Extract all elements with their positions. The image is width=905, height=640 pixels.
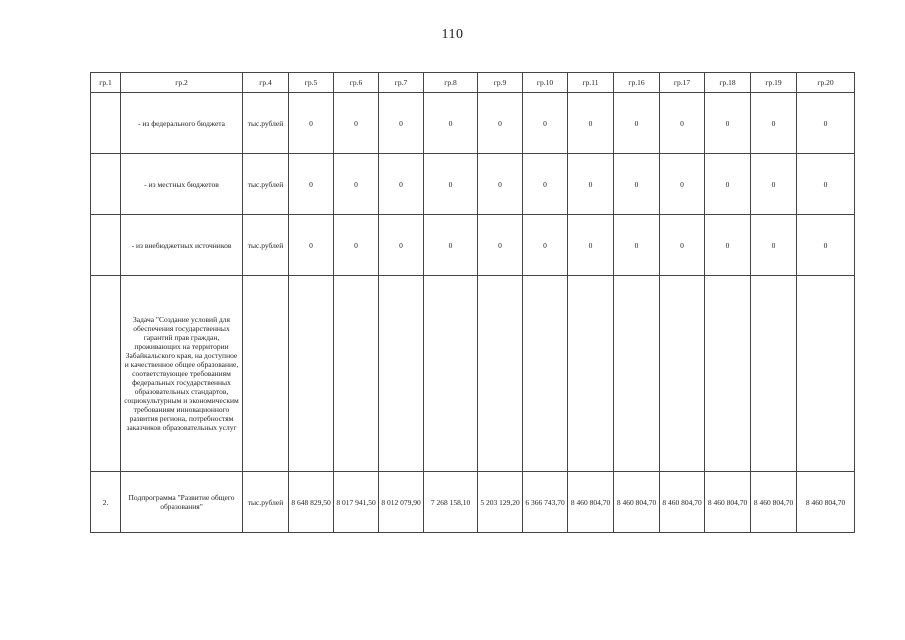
value-cell: 8 460 804,70	[660, 472, 705, 533]
row-description: - из федерального бюджета	[121, 93, 243, 154]
value-cell: 0	[424, 215, 478, 276]
row-description: - из внебюджетных источников	[121, 215, 243, 276]
value-cell: 0	[289, 215, 334, 276]
value-cell: 8 648 829,50	[289, 472, 334, 533]
header-cell: гр.9	[478, 73, 523, 93]
value-cell: 0	[797, 215, 855, 276]
header-cell: гр.10	[523, 73, 568, 93]
empty-cell	[478, 276, 523, 472]
value-cell: 0	[568, 154, 614, 215]
empty-cell	[614, 276, 660, 472]
header-cell: гр.11	[568, 73, 614, 93]
table-row-task	[91, 276, 855, 472]
value-cell: 0	[379, 93, 424, 154]
value-cell: 0	[478, 93, 523, 154]
empty-cell	[379, 276, 424, 472]
value-cell: 0	[568, 215, 614, 276]
value-cell: 8 460 804,70	[705, 472, 751, 533]
row-number	[91, 215, 121, 276]
header-cell: гр.20	[797, 73, 855, 93]
value-cell: 0	[660, 154, 705, 215]
value-cell: 0	[751, 93, 797, 154]
empty-cell	[568, 276, 614, 472]
budget-table	[90, 72, 855, 533]
value-cell: 0	[751, 215, 797, 276]
value-cell: 0	[289, 93, 334, 154]
value-cell: 0	[751, 154, 797, 215]
value-cell: 8 460 804,70	[614, 472, 660, 533]
header-cell: гр.1	[91, 73, 121, 93]
value-cell: 5 203 129,20	[478, 472, 523, 533]
value-cell: 8 460 804,70	[797, 472, 855, 533]
empty-cell	[289, 276, 334, 472]
table-row-local	[91, 154, 855, 215]
row-number	[91, 154, 121, 215]
row-description: Подпрограмма "Развитие общего образования"	[121, 472, 243, 533]
header-cell: гр.16	[614, 73, 660, 93]
value-cell: 0	[660, 93, 705, 154]
header-cell: гр.19	[751, 73, 797, 93]
row-number: 2.	[91, 472, 121, 533]
empty-cell	[797, 276, 855, 472]
value-cell: 0	[289, 154, 334, 215]
value-cell: 0	[523, 154, 568, 215]
header-cell: гр.17	[660, 73, 705, 93]
empty-cell	[705, 276, 751, 472]
header-cell: гр.7	[379, 73, 424, 93]
row-unit: тыс.рублей	[243, 215, 289, 276]
value-cell: 7 268 158,10	[424, 472, 478, 533]
value-cell: 0	[614, 215, 660, 276]
empty-cell	[91, 276, 121, 472]
table-row-subprogram	[91, 472, 855, 533]
page-number: 110	[441, 27, 464, 42]
empty-cell	[660, 276, 705, 472]
task-description: Задача "Создание условий для обеспечения государственных гарантий прав граждан, проживающих на территории Забайкальского края, на доступное и качественное общее образование, соответствующее требованиям федеральных государственных образовательных стандартов, социокультурным и экономическим требованиям инновационного развития региона, потребностям заказчиков образовательных услуг	[121, 276, 243, 472]
value-cell: 0	[424, 154, 478, 215]
value-cell: 0	[660, 215, 705, 276]
header-cell: гр.18	[705, 73, 751, 93]
value-cell: 0	[478, 154, 523, 215]
header-row	[91, 73, 855, 93]
value-cell: 6 366 743,70	[523, 472, 568, 533]
value-cell: 0	[568, 93, 614, 154]
table-row-federal	[91, 93, 855, 154]
value-cell: 0	[614, 93, 660, 154]
row-unit: тыс.рублей	[243, 472, 289, 533]
value-cell: 0	[705, 215, 751, 276]
value-cell: 8 012 079,90	[379, 472, 424, 533]
value-cell: 0	[797, 93, 855, 154]
value-cell: 0	[705, 93, 751, 154]
value-cell: 0	[379, 215, 424, 276]
value-cell: 8 017 941,50	[334, 472, 379, 533]
header-cell: гр.8	[424, 73, 478, 93]
row-number	[91, 93, 121, 154]
value-cell: 0	[523, 93, 568, 154]
value-cell: 0	[334, 154, 379, 215]
value-cell: 0	[379, 154, 424, 215]
header-cell: гр.5	[289, 73, 334, 93]
value-cell: 0	[334, 215, 379, 276]
header-cell: гр.2	[121, 73, 243, 93]
value-cell: 0	[705, 154, 751, 215]
empty-cell	[424, 276, 478, 472]
value-cell: 0	[523, 215, 568, 276]
value-cell: 0	[797, 154, 855, 215]
header-cell: гр.4	[243, 73, 289, 93]
value-cell: 0	[334, 93, 379, 154]
header-cell: гр.6	[334, 73, 379, 93]
empty-cell	[334, 276, 379, 472]
row-unit: тыс.рублей	[243, 154, 289, 215]
value-cell: 0	[614, 154, 660, 215]
empty-cell	[751, 276, 797, 472]
table-row-extrabudgetary	[91, 215, 855, 276]
empty-cell	[523, 276, 568, 472]
value-cell: 8 460 804,70	[568, 472, 614, 533]
row-unit: тыс.рублей	[243, 93, 289, 154]
empty-cell	[243, 276, 289, 472]
value-cell: 0	[424, 93, 478, 154]
row-description: - из местных бюджетов	[121, 154, 243, 215]
value-cell: 8 460 804,70	[751, 472, 797, 533]
value-cell: 0	[478, 215, 523, 276]
